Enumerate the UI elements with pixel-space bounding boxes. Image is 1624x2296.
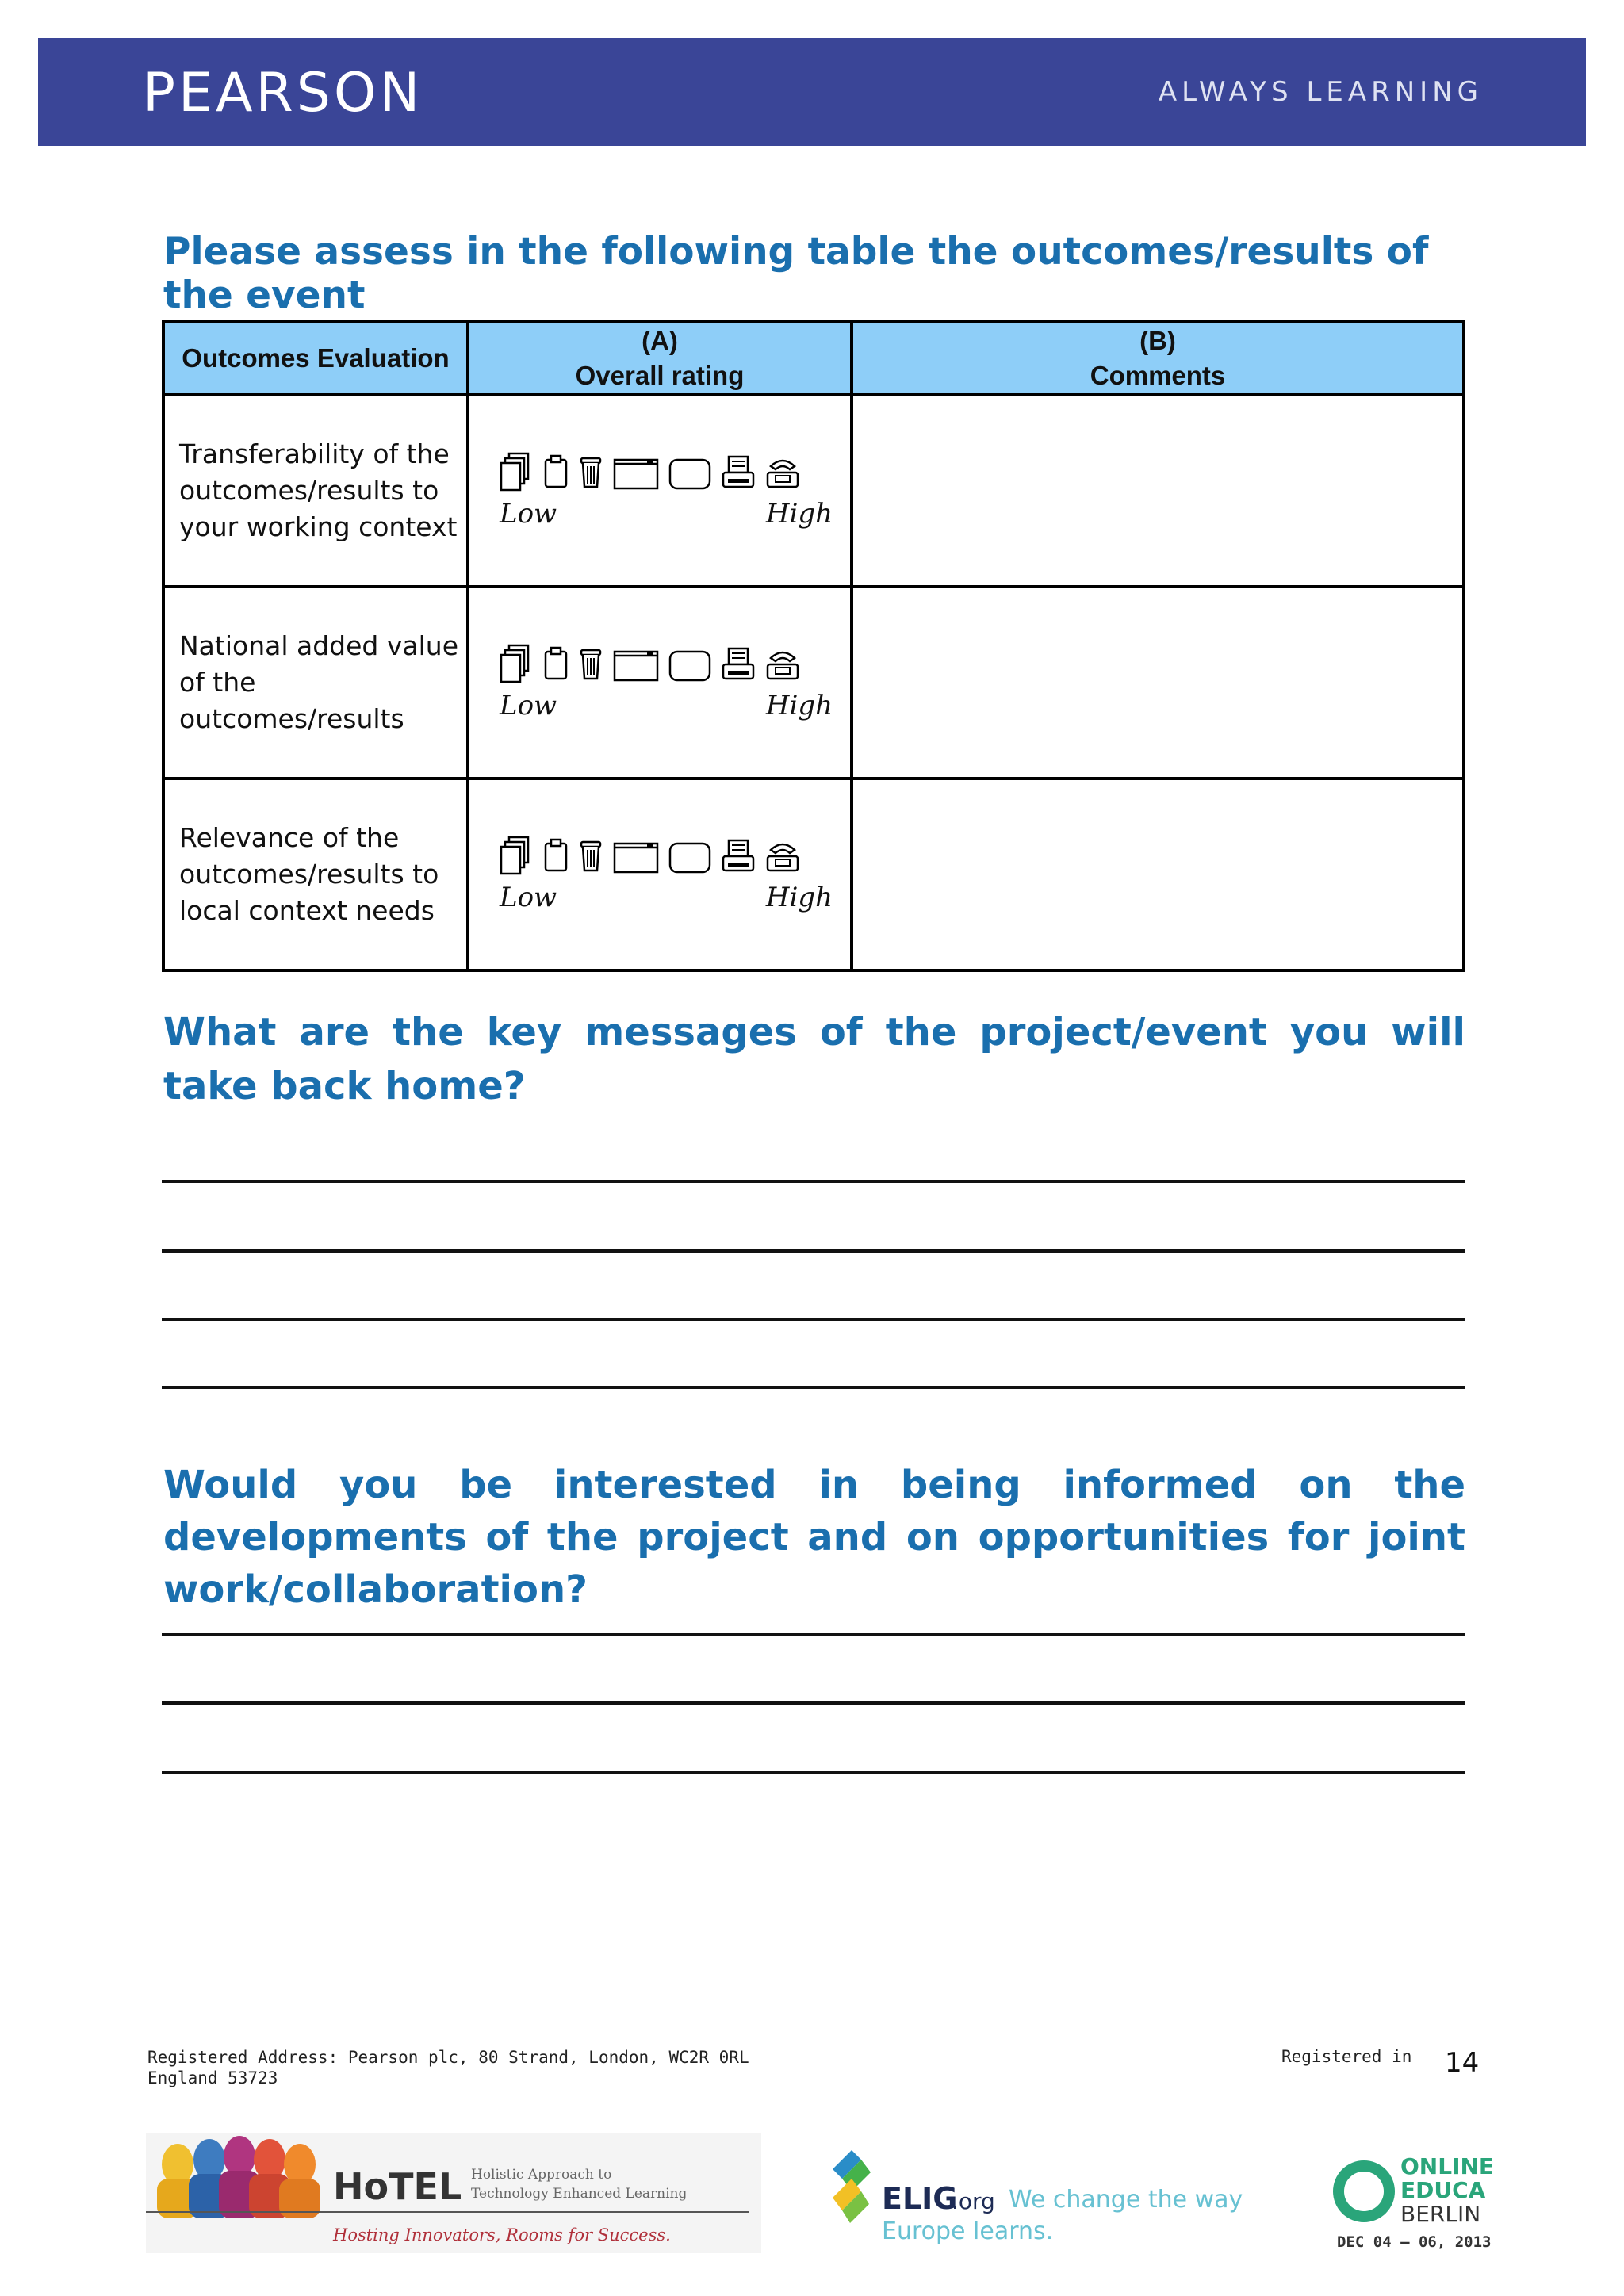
- box-icon[interactable]: [668, 452, 712, 495]
- registered-address: Registered Address: Pearson plc, 80 Strand, London, WC2R 0RL England 53723: [147, 2048, 749, 2087]
- printer-icon[interactable]: [720, 644, 756, 687]
- svg-text:ELIG: ELIG: [882, 2181, 958, 2216]
- bin-icon[interactable]: [577, 644, 604, 687]
- header-a-label: Overall rating: [575, 361, 745, 390]
- svg-text:Europe learns.: Europe learns.: [882, 2218, 1054, 2245]
- criterion-label: National added value of the outcomes/results: [163, 587, 468, 779]
- svg-text:BERLIN: BERLIN: [1400, 2201, 1481, 2227]
- elig-logo: [825, 2145, 1253, 2248]
- table-header-row: [163, 322, 1464, 395]
- svg-text:We change the way: We change the way: [1009, 2186, 1243, 2214]
- svg-text:Hosting Innovators, Rooms for: Hosting Innovators, Rooms for Success.: [333, 2225, 671, 2244]
- header-a-letter: (A): [642, 326, 678, 355]
- copy-icon[interactable]: [500, 452, 534, 495]
- bin-icon[interactable]: [577, 452, 604, 495]
- section-heading-assess: Please assess in the following table the outcomes/results of the event: [163, 230, 1429, 317]
- svg-text:.org: .org: [952, 2188, 995, 2214]
- box-icon[interactable]: [668, 836, 712, 878]
- registered-in: Registered in: [1281, 2047, 1412, 2066]
- rating-scale[interactable]: [500, 645, 833, 740]
- scale-low-label: Low: [500, 690, 557, 721]
- scale-low-label: Low: [500, 882, 557, 913]
- bin-icon[interactable]: [577, 836, 604, 878]
- answer-line[interactable]: [162, 1180, 1465, 1183]
- answer-line[interactable]: [162, 1771, 1465, 1774]
- rating-scale-cell[interactable]: [468, 779, 852, 970]
- criterion-label: Relevance of the outcomes/results to local context needs: [163, 779, 468, 970]
- phone-icon[interactable]: [764, 644, 801, 687]
- svg-text:Holistic Approach to: Holistic Approach to: [471, 2167, 612, 2183]
- phone-icon[interactable]: [764, 452, 801, 495]
- svg-text:EDUCA: EDUCA: [1400, 2177, 1486, 2203]
- table-row: [163, 395, 1464, 587]
- rating-scale[interactable]: [500, 837, 833, 932]
- svg-text:Technology Enhanced Learning: Technology Enhanced Learning: [471, 2186, 688, 2202]
- table-row: [163, 587, 1464, 779]
- pearson-logo: PEARSON: [143, 62, 423, 124]
- copy-icon[interactable]: [500, 836, 534, 878]
- answer-line[interactable]: [162, 1318, 1465, 1321]
- section-heading-interest: Would you be interested in being informed on the developments of the project and on opportunities for joint work/collaboration?: [163, 1463, 1465, 1612]
- answer-line[interactable]: [162, 1249, 1465, 1253]
- scale-high-label: High: [765, 690, 833, 721]
- section-heading-key-messages: What are the key messages of the project/event you will take back home?: [163, 1010, 1465, 1108]
- page-number: 14: [1445, 2047, 1480, 2079]
- outcomes-table: [162, 320, 1465, 972]
- comments-cell[interactable]: [852, 779, 1464, 970]
- scale-low-label: Low: [500, 498, 557, 530]
- svg-text:DEC 04 – 06, 2013: DEC 04 – 06, 2013: [1337, 2233, 1492, 2251]
- hotel-name: HoTEL: [333, 2165, 462, 2208]
- scale-high-label: High: [765, 498, 833, 530]
- clipboard-icon[interactable]: [542, 644, 569, 687]
- phone-icon[interactable]: [764, 836, 801, 878]
- scale-high-label: High: [765, 882, 833, 913]
- svg-text:ONLINE: ONLINE: [1400, 2153, 1495, 2179]
- online-educa-berlin-logo: [1332, 2150, 1508, 2252]
- rating-scale[interactable]: [500, 453, 833, 549]
- header-outcomes-evaluation: Outcomes Evaluation: [163, 322, 468, 395]
- comments-cell[interactable]: [852, 395, 1464, 587]
- comments-cell[interactable]: [852, 587, 1464, 779]
- header-b-label: Comments: [1090, 361, 1226, 390]
- copy-icon[interactable]: [500, 644, 534, 687]
- clipboard-icon[interactable]: [542, 452, 569, 495]
- people-silhouettes-icon: [157, 2136, 320, 2218]
- window-icon[interactable]: [612, 836, 660, 878]
- elig-mark-icon: [833, 2150, 871, 2223]
- answer-line[interactable]: [162, 1701, 1465, 1705]
- oeb-ring-icon: [1339, 2166, 1389, 2217]
- printer-icon[interactable]: [720, 836, 756, 878]
- header-comments: [852, 322, 1464, 395]
- rating-scale-cell[interactable]: [468, 587, 852, 779]
- header-band: [38, 38, 1586, 146]
- header-b-letter: (B): [1139, 326, 1176, 355]
- window-icon[interactable]: [612, 644, 660, 687]
- tagline: ALWAYS LEARNING: [1158, 76, 1483, 108]
- printer-icon[interactable]: [720, 452, 756, 495]
- answer-line[interactable]: [162, 1633, 1465, 1636]
- window-icon[interactable]: [612, 452, 660, 495]
- header-overall-rating: [468, 322, 852, 395]
- table-row: [163, 779, 1464, 970]
- answer-line[interactable]: [162, 1386, 1465, 1389]
- rating-scale-cell[interactable]: [468, 395, 852, 587]
- clipboard-icon[interactable]: [542, 836, 569, 878]
- hotel-logo: [146, 2133, 761, 2253]
- criterion-label: Transferability of the outcomes/results to your working context: [163, 395, 468, 587]
- box-icon[interactable]: [668, 644, 712, 687]
